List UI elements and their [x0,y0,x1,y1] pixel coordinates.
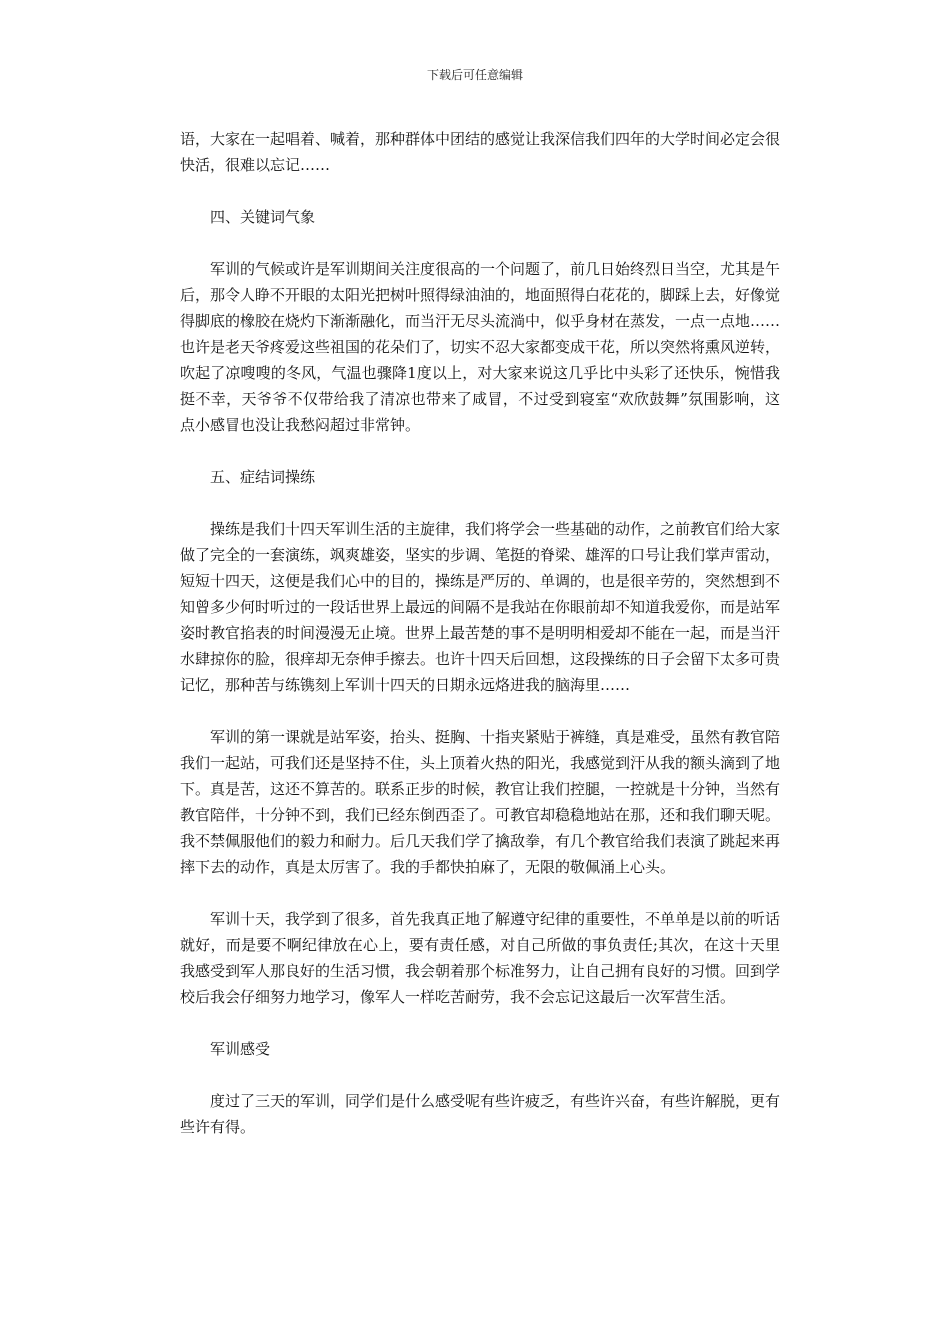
document-body [180,126,780,1166]
header-note: 下载后可任意编辑 [426,68,523,82]
section-heading-feelings: 军训感受 [210,1040,271,1058]
section-heading-drill: 五、症结词操练 [210,468,316,486]
paragraph-feelings: 度过了三天的军训，同学们是什么感受呢有些许疲乏，有些许兴奋，有些许解脱，更有些许有得。 [180,1092,781,1136]
paragraph-continued: 语，大家在一起唱着、喊着，那种群体中团结的感觉让我深信我们四年的大学时间必定会很快活，很难以忘记…… [180,130,781,174]
paragraph-ten-days: 军训十天，我学到了很多，首先我真正地了解遵守纪律的重要性，不单单是以前的听话就好，而是要不啊纪律放在心上，要有责任感，对自己所做的事负责任;其次，在这十天里我感受到军人那良好的生活习惯，我会朝着那个标准努力，让自己拥有良好的习惯。回到学校后我会仔细努力地学习，像军人一样吃苦耐劳，我不会忘记这最后一次军营生活。 [180,910,781,1006]
paragraph-drill: 操练是我们十四天军训生活的主旋律，我们将学会一些基础的动作，之前教官们给大家做了完全的一套演练，飒爽雄姿，坚实的步调、笔挺的脊梁、雄浑的口号让我们掌声雷动，短短十四天，这便是我们心中的目的，操练是严厉的、单调的，也是很辛劳的，突然想到不知曾多少何时听过的一段话世界上最远的间隔不是我站在你眼前却不知道我爱你，而是站军姿时教官掐表的时间漫漫无止境。世界上最苦楚的事不是明明相爱却不能在一起，而是当汗水肆掠你的脸，很痒却无奈伸手擦去。也许十四天后回想，这段操练的日子会留下太多可贵记忆，那种苦与练镌刻上军训十四天的日期永远烙进我的脑海里…… [180,520,781,694]
paragraph-weather: 军训的气候或许是军训期间关注度很高的一个问题了，前几日始终烈日当空，尤其是午后，那令人睁不开眼的太阳光把树叶照得绿油油的，地面照得白花花的，脚踩上去，好像觉得脚底的橡胶在烧灼下渐渐融化，而当汗无尽头流淌中，似乎身材在蒸发，一点一点地……也许是老天爷疼爱这些祖国的花朵们了，切实不忍大家都变成干花，所以突然将熏风逆转，吹起了凉嗖嗖的冬风，气温也骤降1度以上，对大家来说这几乎比中头彩了还快乐，惋惜我挺不幸，天爷爷不仅带给我了清凉也带来了咸冒，不过受到寝室“欢欣鼓舞”氛围影响，这点小感冒也没让我愁闷超过非常钟。 [180,260,781,434]
section-heading-weather: 四、关键词气象 [210,208,316,226]
paragraph-first-lesson: 军训的第一课就是站军姿，抬头、挺胸、十指夹紧贴于裤缝，真是难受，虽然有教官陪我们一起站，可我们还是坚持不住，头上顶着火热的阳光，我感觉到汗从我的额头滴到了地下。真是苦，这还不算苦的。联系正步的时候，教官让我们控腿，一控就是十分钟，当然有教官陪伴，十分钟不到，我们已经东倒西歪了。可教官却稳稳地站在那，还和我们聊天呢。我不禁佩服他们的毅力和耐力。后几天我们学了擒敌拳，有几个教官给我们表演了跳起来再摔下去的动作，真是太厉害了。我的手都快拍麻了，无限的敬佩涌上心头。 [180,728,781,876]
